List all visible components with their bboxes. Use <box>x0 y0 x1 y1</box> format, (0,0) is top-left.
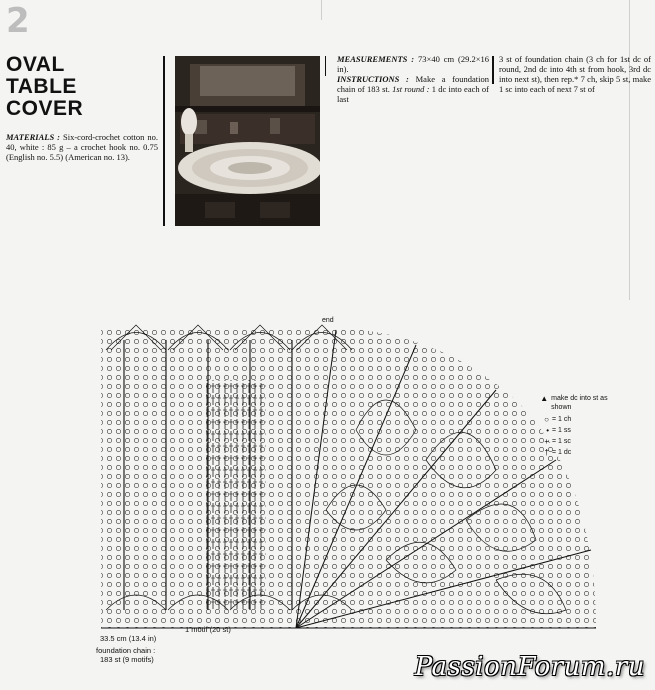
photo-illustration <box>175 56 320 226</box>
round-label: 1st round : <box>392 84 430 94</box>
page-title <box>6 54 156 120</box>
title-line-1: OVAL <box>6 53 65 76</box>
chart-end-label: end <box>322 317 334 324</box>
instructions-continued: 3 st of foundation chain (3 ch for 1st dc of round, 2nd dc into 4th st from hook, 3rd dc into next st), then rep.* 7 ch, skip 5 st, make 1 sc into each of next 7 st of <box>499 54 651 94</box>
title-line-3: COVER <box>6 97 84 120</box>
materials-block <box>6 132 158 162</box>
chart-curved-section <box>296 327 596 628</box>
legend-symbol: + <box>544 437 549 446</box>
column-rule-1 <box>163 56 165 226</box>
instructions-text-b: 1 dc into each of last <box>337 84 489 104</box>
column-rule-2 <box>325 56 326 76</box>
legend-symbol: ○ <box>544 415 549 424</box>
legend-label: = 1 ch <box>552 416 572 423</box>
instructions-text-a: Make a foundation chain of 183 st. <box>337 74 490 94</box>
legend-row-ch <box>535 414 625 425</box>
measurements-label: MEASUREMENTS : <box>337 54 415 64</box>
legend-row-sc <box>535 436 625 447</box>
legend-label: = 1 dc <box>552 449 572 456</box>
legend-symbol: • <box>546 426 549 435</box>
table-cover-photo <box>175 56 320 226</box>
pattern-number: 2 <box>6 1 29 41</box>
legend-row-dc <box>535 447 625 458</box>
legend-row-make-dc <box>535 394 625 414</box>
page-fold-line <box>629 0 630 300</box>
crochet-chart <box>96 310 641 650</box>
chart-legend <box>535 394 625 458</box>
foundation-caption-1: foundation chain : <box>96 646 156 655</box>
chart-straight-section <box>101 328 296 628</box>
title-line-2: TABLE <box>6 75 77 98</box>
chart-dc-columns <box>206 380 266 610</box>
legend-symbol: † <box>544 448 549 457</box>
materials-label: MATERIALS : <box>6 132 61 142</box>
legend-row-ss <box>535 425 625 436</box>
measurements-text: 73×40 cm (29.2×16 in). <box>337 54 490 74</box>
measurements-block <box>337 54 489 104</box>
legend-symbol: ▲ <box>540 394 549 403</box>
motif-caption: 1 motif (20 st) <box>185 625 231 634</box>
materials-text: Six-cord-crochet cotton no. 40, white : 85 g – a crochet hook no. 0.75 (English no. 5.5) (American no. 13). <box>6 132 158 162</box>
page-top-rule <box>321 0 322 20</box>
legend-label: = 1 sc <box>552 438 571 445</box>
chart-width-caption: 33.5 cm (13.4 in) <box>100 634 157 643</box>
foundation-caption-2: 183 st (9 motifs) <box>100 655 154 664</box>
legend-label: = 1 ss <box>552 427 571 434</box>
instructions-label: INSTRUCTIONS : <box>337 74 409 84</box>
column-rule-3 <box>492 56 494 84</box>
legend-label: make dc into st as shown <box>551 395 608 411</box>
watermark: PassionForum.ru <box>414 652 645 682</box>
